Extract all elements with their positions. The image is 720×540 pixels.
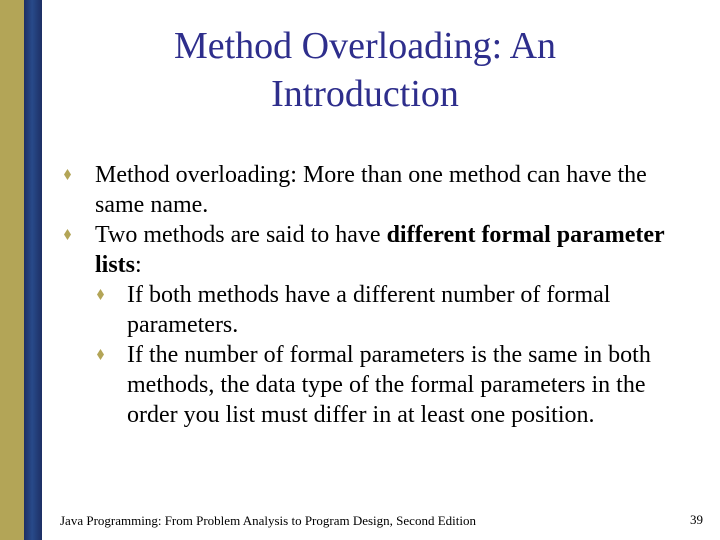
diamond-bullet-icon	[62, 229, 73, 240]
slide-footer: Java Programming: From Problem Analysis to Program Design, Second Edition	[60, 513, 476, 528]
bullet-text-before: Two methods are said to have	[95, 222, 387, 248]
left-band-navy	[24, 0, 42, 540]
bullet-text-bold: different formal parameter lists	[95, 222, 665, 278]
sub-bullet-text: If the number of formal parameters is the same in both methods, the data type of the formal parameters in the order you list must differ in at least one position.	[127, 342, 651, 428]
slide-title	[60, 22, 670, 118]
diamond-bullet-icon	[95, 349, 106, 360]
left-band-olive	[0, 0, 24, 540]
diamond-bullet-icon	[95, 289, 106, 300]
bullet-text-after: :	[135, 252, 142, 278]
slide-content	[62, 160, 702, 430]
bullet-text: Method overloading: More than one method can have the same name.	[95, 162, 647, 218]
page-number: 39	[690, 512, 703, 527]
sub-bullet-item-2	[62, 340, 702, 430]
bullet-item-1	[62, 160, 702, 220]
slide-title-line-2: Introduction	[271, 73, 459, 115]
slide-title-line-1: Method Overloading: An	[173, 25, 557, 67]
sub-bullet-item-1	[62, 280, 702, 340]
sub-bullet-text: If both methods have a different number of formal parameters.	[127, 282, 611, 338]
diamond-bullet-icon	[62, 169, 73, 180]
bullet-item-2	[62, 220, 702, 280]
